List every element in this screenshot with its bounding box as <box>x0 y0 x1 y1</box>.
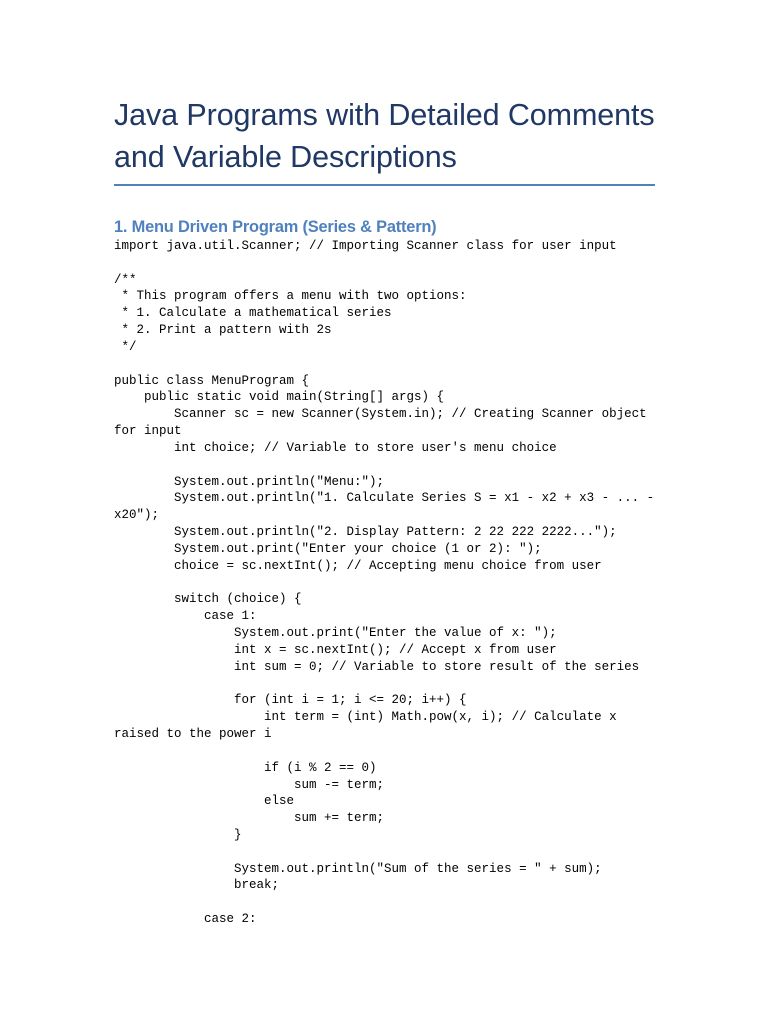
document-title-line-2: and Variable Descriptions <box>114 140 457 174</box>
document-page <box>114 94 655 928</box>
code-line: sum += term; <box>114 811 385 826</box>
code-line: x20"); <box>114 508 160 523</box>
code-line: * This program offers a menu with two options: <box>114 289 467 304</box>
section-heading-menu-program: 1. Menu Driven Program (Series & Pattern) <box>114 218 437 236</box>
document-title-line-1: Java Programs with Detailed Comments <box>114 98 655 132</box>
code-line: else <box>114 794 295 809</box>
code-line: } <box>114 827 242 842</box>
code-line: public static void main(String[] args) { <box>114 390 445 405</box>
java-code-block <box>114 238 655 928</box>
code-line: System.out.print("Enter your choice (1 or 2): "); <box>114 541 542 556</box>
code-line: /** <box>114 272 137 287</box>
code-line: System.out.println("Sum of the series = " + sum); <box>114 861 602 876</box>
code-line: int x = sc.nextInt(); // Accept x from user <box>114 642 557 657</box>
code-line: break; <box>114 878 280 893</box>
code-line: System.out.println("2. Display Pattern: 2 22 222 2222..."); <box>114 525 617 540</box>
code-line: System.out.println("Menu:"); <box>114 474 385 489</box>
code-line: * 1. Calculate a mathematical series <box>114 306 392 321</box>
code-line: int choice; // Variable to store user's menu choice <box>114 440 557 455</box>
code-line: switch (choice) { <box>114 592 302 607</box>
code-line: raised to the power i <box>114 727 272 742</box>
code-line: System.out.println("1. Calculate Series S = x1 - x2 + x3 - ... - <box>114 491 655 506</box>
code-line: Scanner sc = new Scanner(System.in); // Creating Scanner object <box>114 407 647 422</box>
code-line: * 2. Print a pattern with 2s <box>114 323 332 338</box>
code-line: sum -= term; <box>114 777 385 792</box>
document-title <box>114 94 655 178</box>
code-line: public class MenuProgram { <box>114 373 310 388</box>
code-line: import java.util.Scanner; // Importing Scanner class for user input <box>114 239 617 253</box>
title-underline-rule <box>114 184 655 186</box>
code-line: */ <box>114 339 137 354</box>
code-line: for input <box>114 424 182 439</box>
code-line: case 1: <box>114 609 257 624</box>
code-line: case 2: <box>114 912 257 927</box>
code-line: int term = (int) Math.pow(x, i); // Calculate x <box>114 710 617 725</box>
code-line: for (int i = 1; i <= 20; i++) { <box>114 693 467 708</box>
code-line: choice = sc.nextInt(); // Accepting menu choice from user <box>114 558 602 573</box>
code-line: System.out.print("Enter the value of x: "); <box>114 626 557 641</box>
code-line: if (i % 2 == 0) <box>114 760 377 775</box>
code-line: int sum = 0; // Variable to store result of the series <box>114 659 640 674</box>
